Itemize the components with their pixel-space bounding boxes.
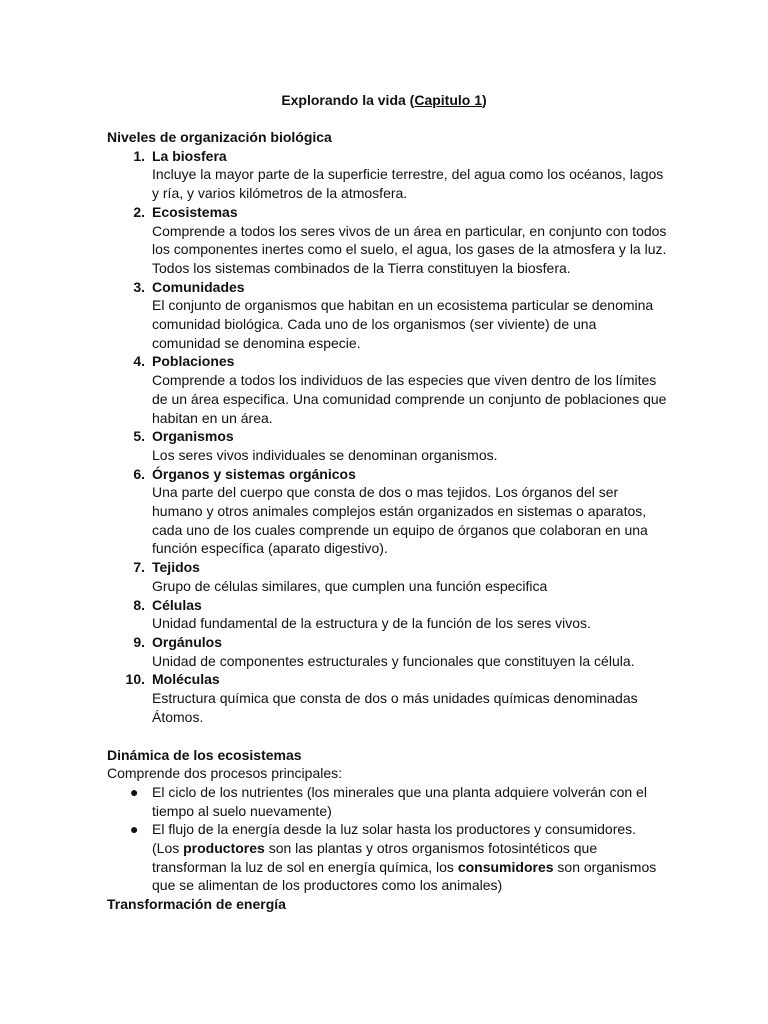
list-item-title: Órganos y sistemas orgánicos (152, 465, 356, 482)
list-item-description: Unidad fundamental de la estructura y de la función de los seres vivos. (152, 615, 591, 632)
list-item-description: Grupo de células similares, que cumplen una función especifica (152, 577, 548, 594)
list-number: 2. (133, 203, 145, 220)
bullet-text-part: son organismos que se alimentan de los productores como los animales) (152, 858, 657, 894)
list-item (107, 352, 667, 427)
list-item-title: Moléculas (152, 671, 220, 688)
section-heading-levels: Niveles de organización biológica (107, 129, 332, 145)
list-item-description: Incluye la mayor parte de la superficie terrestre, del agua como los océanos, lagos y ría, y varios kilómetros de la atmosfera. (152, 166, 664, 202)
section-heading-energy: Transformación de energía (107, 896, 286, 913)
levels-list (107, 147, 667, 727)
chapter-link: Capitulo 1 (414, 92, 483, 108)
section-heading-dynamics: Dinámica de los ecosistemas (107, 746, 302, 763)
list-number: 9. (133, 633, 145, 650)
document-body (107, 128, 667, 914)
list-item-description: Estructura química que consta de dos o más unidades químicas denominadas Átomos. (152, 690, 638, 725)
list-item-description: Comprende a todos los individuos de las especies que viven dentro de los límites de un área especifica. Una comunidad comprende un conjunto de poblaciones que habitan en un área. (152, 372, 667, 426)
bullet-text: El ciclo de los nutrientes (los minerales que una planta adquiere volverán con el tiempo al suelo nuevamente) (152, 783, 647, 819)
list-item-title: Comunidades (152, 278, 245, 295)
list-item-title: La biosfera (152, 147, 227, 164)
spacer (107, 727, 667, 746)
bullet-text-part: son las plantas y otros organismos fotosintéticos que transforman la luz de sol en energía química, los (152, 840, 598, 875)
list-number: 8. (133, 596, 145, 613)
list-item (107, 596, 667, 633)
bullet-icon: ● (130, 783, 139, 800)
list-number: 6. (133, 465, 145, 482)
list-item-title: Células (152, 596, 202, 613)
list-number: 5. (133, 428, 145, 445)
list-number: 1. (133, 147, 145, 164)
bullet-list (107, 783, 667, 895)
list-item-description: Una parte del cuerpo que consta de dos o mas tejidos. Los órganos del ser humano y otros animales complejos están organizados en sistemas o aparatos, cada uno de los cuales comprende un equipo de órganos que colaboran en una función específica (aparato digestivo). (152, 484, 648, 557)
section-intro: Comprende dos procesos principales: (107, 765, 343, 782)
bullet-icon: ● (130, 821, 139, 838)
title-text: Explorando la vida ( (281, 92, 415, 108)
list-item-title: Orgánulos (152, 633, 223, 650)
list-item (107, 670, 667, 726)
document-title (0, 91, 768, 110)
bullet-item (107, 783, 667, 820)
list-item-description: El conjunto de organismos que habitan en un ecosistema particular se denomina comunidad biológica. Cada uno de los organismos (ser viviente) de una comunidad se denomina especie. (152, 297, 654, 351)
bold-term-consumers: consumidores (457, 858, 554, 875)
list-item-title: Poblaciones (152, 353, 235, 370)
bullet-item (107, 820, 667, 895)
bold-term-producers: productores (183, 840, 265, 857)
list-item (107, 427, 667, 464)
list-item (107, 633, 667, 670)
list-number: 7. (133, 559, 145, 576)
list-number: 10. (125, 671, 145, 688)
list-item (107, 147, 667, 203)
bullet-text-part: El flujo de la energía desde la luz solar hasta los productores y consumidores. (Los (152, 821, 637, 857)
list-item-description: Unidad de componentes estructurales y funcionales que constituyen la célula. (152, 652, 635, 669)
list-item-title: Organismos (152, 428, 234, 445)
list-item (107, 203, 667, 278)
list-item-description: Los seres vivos individuales se denominan organismos. (152, 446, 498, 463)
list-item (107, 558, 667, 595)
list-item (107, 465, 667, 559)
list-item-description: Comprende a todos los seres vivos de un área en particular, en conjunto con todos los componentes inertes como el suelo, el agua, los gases de la atmosfera y la luz. Todos los sistemas combinados de la Tierra constituyen la biosfera. (152, 222, 667, 276)
title-close: ) (482, 92, 487, 108)
list-item-title: Ecosistemas (152, 203, 238, 220)
list-number: 4. (133, 353, 145, 370)
list-item (107, 278, 667, 353)
list-number: 3. (133, 278, 145, 295)
list-item-title: Tejidos (152, 559, 200, 576)
